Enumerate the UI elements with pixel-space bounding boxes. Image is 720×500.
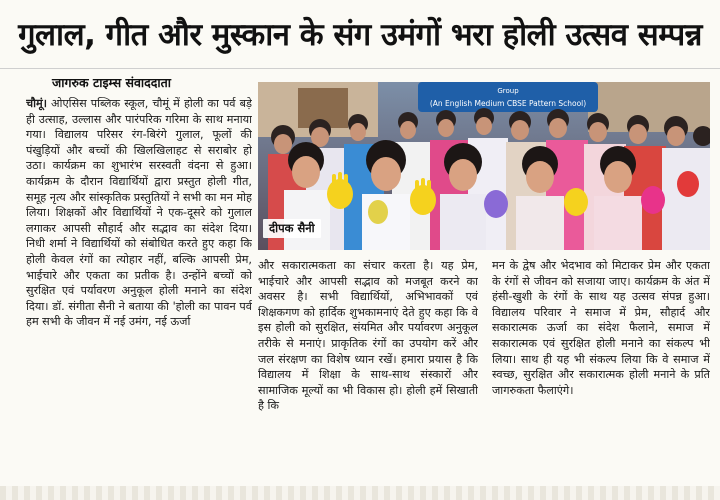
column-2-text: और सकारात्मकता का संचार करता है। यह प्रेम, भाईचारे और आपसी सद्भाव को मजबूत करने का अवसर है। सभी विद्यार्थियों, अभिभावकों एवं शिक्षकगण को हार्दिक शुभकामनाएं देते हुए कहा कि वे इस होली को सुरक्षित, संयमित और पर्यावरण अनुकूल तरीके से मनाएं। प्राकृतिक रंगों का उपयोग करें और जल संरक्षण का विशेष ध्यान रखें। हमारा प्रयास है कि विद्यालय में शिक्षा के साथ-साथ संस्कारों और सामाजिक मूल्यों का भी विकास हो। होली हमें सिखाती है कि (258, 259, 478, 413)
headline-rule (0, 68, 720, 69)
banner-top-text: Group (497, 87, 519, 95)
page-bottom-strip (0, 486, 720, 500)
column-3-text: मन के द्वेष और भेदभाव को मिटाकर प्रेम और एकता के रंगों से जीवन को सजाया जाए। कार्यक्रम के अंत में हंसी-खुशी के रंगों के साथ यह उत्सव संपन्न हुआ। विद्यालय परिवार ने समाज में प्रेम, सौहार्द और सकारात्मक ऊर्जा का संदेश फैलाने, समाज में सकारात्मक एवं सुरक्षित होली मनाने का संकल्प भी लिया। साथ ही यह भी संकल्प लिया कि वे समाज में स्वच्छ, सुरक्षित और सकारात्मक होली मनाने के प्रति जागरुकता फैलाएंगे। (492, 259, 710, 397)
photo-caption: दीपक सैनी (263, 219, 321, 238)
banner-text: (An English Medium CBSE Pattern School) (429, 99, 587, 108)
headline: गुलाल, गीत और मुस्कान के संग उमंगों भरा होली उत्सव सम्पन्न (18, 17, 702, 53)
article-column-2 (258, 258, 478, 460)
article-column-3 (492, 258, 710, 460)
dateline: चौमूं। (26, 97, 47, 110)
news-photo (258, 82, 710, 250)
byline: जागरुक टाइम्स संवाददाता (52, 75, 172, 90)
lead-paragraph: ओएसिस पब्लिक स्कूल, चौमूं में होली का पर्व बड़े ही उत्साह, उल्लास और पारंपरिक गरिमा के साथ मनाया गया। विद्यालय परिसर रंग-बिरंगे गुलाल, फूलों की पंखुड़ियों और बच्चों की खिलखिलाहट से सराबोर हो उठा। कार्यक्रम का शुभारंभ सरस्वती वंदना से हुआ। कार्यक्रम के दौरान विद्यार्थियों द्वारा प्रस्तुत होली गीत, समूह नृत्य और सांस्कृतिक प्रस्तुतियों ने सभी का मन मोह लिया। शिक्षकों और विद्यार्थियों ने एक-दूसरे को गुलाल लगाकर आपसी सौहार्द और सद्भाव का संदेश दिया। निधी शर्मा ने विद्यार्थियों को संबोधित करते हुए कहा कि होली केवल रंगों का त्योहार नहीं, बल्कि आपसी प्रेम, भाईचारे और एकता का प्रतीक है। उन्होंने बच्चों को सुरक्षित एवं पर्यावरण अनुकूल होली मनाने का संदेश दिया। डॉ. संगीता सैनी ने बताया की 'होली का पावन पर्व हम सभी के जीवन में नई उमंग, नई ऊर्जा (26, 97, 252, 329)
article-column-1 (26, 96, 252, 460)
